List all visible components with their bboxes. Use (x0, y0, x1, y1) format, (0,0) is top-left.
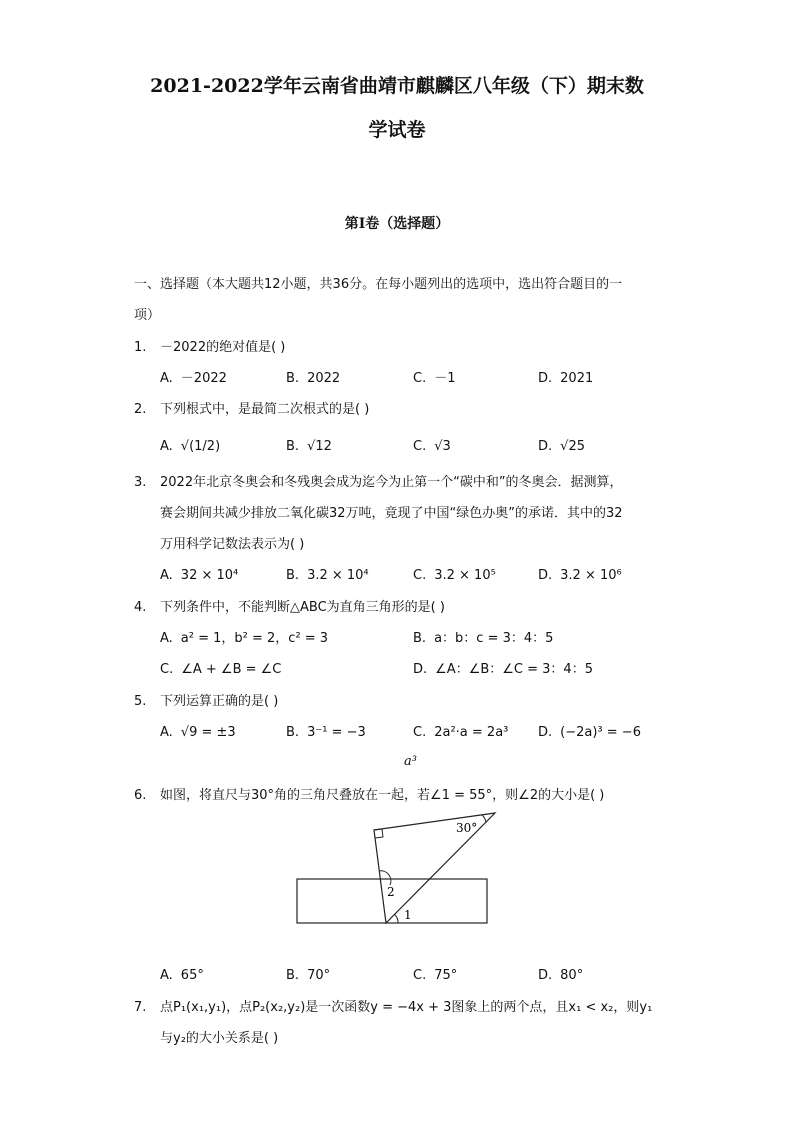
option-b (286, 724, 366, 742)
question-stem: 如图，将直尺与30°角的三角尺叠放在一起，若∠1 = 55°，则∠2的大小是( ) (160, 788, 605, 803)
option-text: √(1/2) (180, 439, 221, 454)
option-c (160, 661, 281, 679)
option-text: －2022 (180, 371, 227, 386)
question-number: 1. (134, 340, 147, 355)
question-stem: －2022的绝对值是( ) (160, 340, 286, 355)
option-text: 32 × 10⁴ (180, 568, 239, 583)
option-text: 75° (434, 968, 458, 983)
question-stem-line3: 万用科学记数法表示为( ) (160, 537, 305, 552)
option-text: ∠A + ∠B = ∠C (181, 662, 282, 677)
option-c (413, 438, 451, 456)
question-stem-line1: 2022年北京冬奥会和冬残奥会成为迄今为止第一个“碳中和”的冬奥会．据测算， (160, 475, 623, 490)
option-text: 80° (560, 968, 584, 983)
option-text: ∠A：∠B：∠C = 3：4：5 (435, 662, 593, 677)
option-text: 3.2 × 10⁴ (307, 568, 369, 583)
option-label: C. (413, 968, 427, 983)
angle-30-label: 30° (456, 821, 478, 835)
option-label: C. (413, 439, 427, 454)
option-label: B. (286, 968, 300, 983)
option-a (160, 567, 238, 585)
option-text: a：b：c = 3：4：5 (434, 631, 554, 646)
option-label: D. (538, 968, 553, 983)
option-c (413, 967, 457, 985)
option-label: D. (538, 725, 553, 740)
question-stem: 下列根式中，是最简二次根式的是( ) (160, 402, 370, 417)
option-label: A. (160, 725, 173, 740)
question-number: 7. (134, 1000, 147, 1015)
option-label: D. (538, 371, 553, 386)
option-text: 2a²·a = 2a³ (434, 725, 509, 740)
instructions-line1: 一、选择题（本大题共12小题，共36分。在每小题列出的选项中，选出符合题目的一 (134, 277, 623, 292)
option-b (286, 567, 369, 585)
option-text: －1 (434, 371, 456, 386)
option-d-overflow: a³ (404, 754, 417, 769)
option-b (413, 630, 553, 648)
option-d (538, 438, 585, 456)
question-number: 3. (134, 475, 147, 490)
option-b (286, 370, 340, 388)
option-text: 70° (307, 968, 331, 983)
option-a (160, 967, 204, 985)
question-stem: 下列运算正确的是( ) (160, 694, 279, 709)
option-b (286, 438, 332, 456)
option-label: B. (286, 439, 300, 454)
option-label: A. (160, 568, 173, 583)
option-a (160, 438, 220, 456)
option-label: C. (413, 725, 427, 740)
option-text: 2021 (560, 371, 594, 386)
option-text: √9 = ±3 (180, 725, 236, 740)
ruler-triangle-figure (290, 805, 500, 935)
option-c (413, 370, 456, 388)
section-title: 第I卷（选择题） (344, 216, 450, 232)
option-label: C. (160, 662, 174, 677)
option-a (160, 724, 236, 742)
option-a (160, 370, 227, 388)
option-d (538, 370, 593, 388)
option-d (538, 967, 583, 985)
option-label: B. (286, 568, 300, 583)
option-c (413, 567, 496, 585)
angle-2-label: 2 (387, 885, 395, 899)
option-d (538, 567, 622, 585)
instructions-line2: 项） (134, 308, 161, 323)
question-stem-line1: 点P₁(x₁,y₁)，点P₂(x₂,y₂)是一次函数y = −4x + 3图象上的两个点，且x₁ < x₂，则y₁ (160, 1000, 653, 1015)
option-a (160, 630, 328, 648)
option-label: A. (160, 631, 173, 646)
option-text: √3 (434, 439, 451, 454)
option-label: C. (413, 371, 427, 386)
option-text: 3.2 × 10⁵ (434, 568, 496, 583)
question-number: 6. (134, 788, 147, 803)
angle-1-arc (394, 914, 398, 923)
option-label: D. (538, 568, 553, 583)
angle-1-label: 1 (404, 908, 412, 922)
option-text: 3⁻¹ = −3 (307, 725, 366, 740)
option-d (538, 724, 641, 742)
question-number: 5. (134, 694, 147, 709)
document-title-line2: 学试卷 (368, 119, 426, 141)
option-c (413, 724, 508, 742)
option-label: B. (286, 725, 300, 740)
option-label: B. (413, 631, 427, 646)
option-text: 65° (180, 968, 204, 983)
option-text: a² = 1，b² = 2，c² = 3 (180, 631, 329, 646)
option-label: A. (160, 439, 173, 454)
question-number: 2. (134, 402, 147, 417)
question-stem-line2: 与y₂的大小关系是( ) (160, 1031, 279, 1046)
option-d (413, 661, 593, 679)
question-stem-line2: 赛会期间共减少排放二氧化碳32万吨，竟现了中国“绿色办奥”的承诺．其中的32 (160, 506, 623, 521)
question-stem: 下列条件中，不能判断△ABC为直角三角形的是( ) (160, 600, 445, 615)
option-label: C. (413, 568, 427, 583)
option-text: 3.2 × 10⁶ (560, 568, 622, 583)
option-b (286, 967, 330, 985)
question-number: 4. (134, 600, 147, 615)
option-label: D. (538, 439, 553, 454)
option-text: (−2a)³ = −6 (560, 725, 641, 740)
option-label: B. (286, 371, 300, 386)
option-label: A. (160, 371, 173, 386)
document-title-line1: 2021-2022学年云南省曲靖市麒麟区八年级（下）期末数 (150, 75, 644, 97)
option-text: √12 (307, 439, 332, 454)
option-label: A. (160, 968, 173, 983)
angle-30-arc (482, 815, 486, 823)
option-text: 2022 (307, 371, 341, 386)
option-label: D. (413, 662, 428, 677)
option-text: √25 (560, 439, 585, 454)
